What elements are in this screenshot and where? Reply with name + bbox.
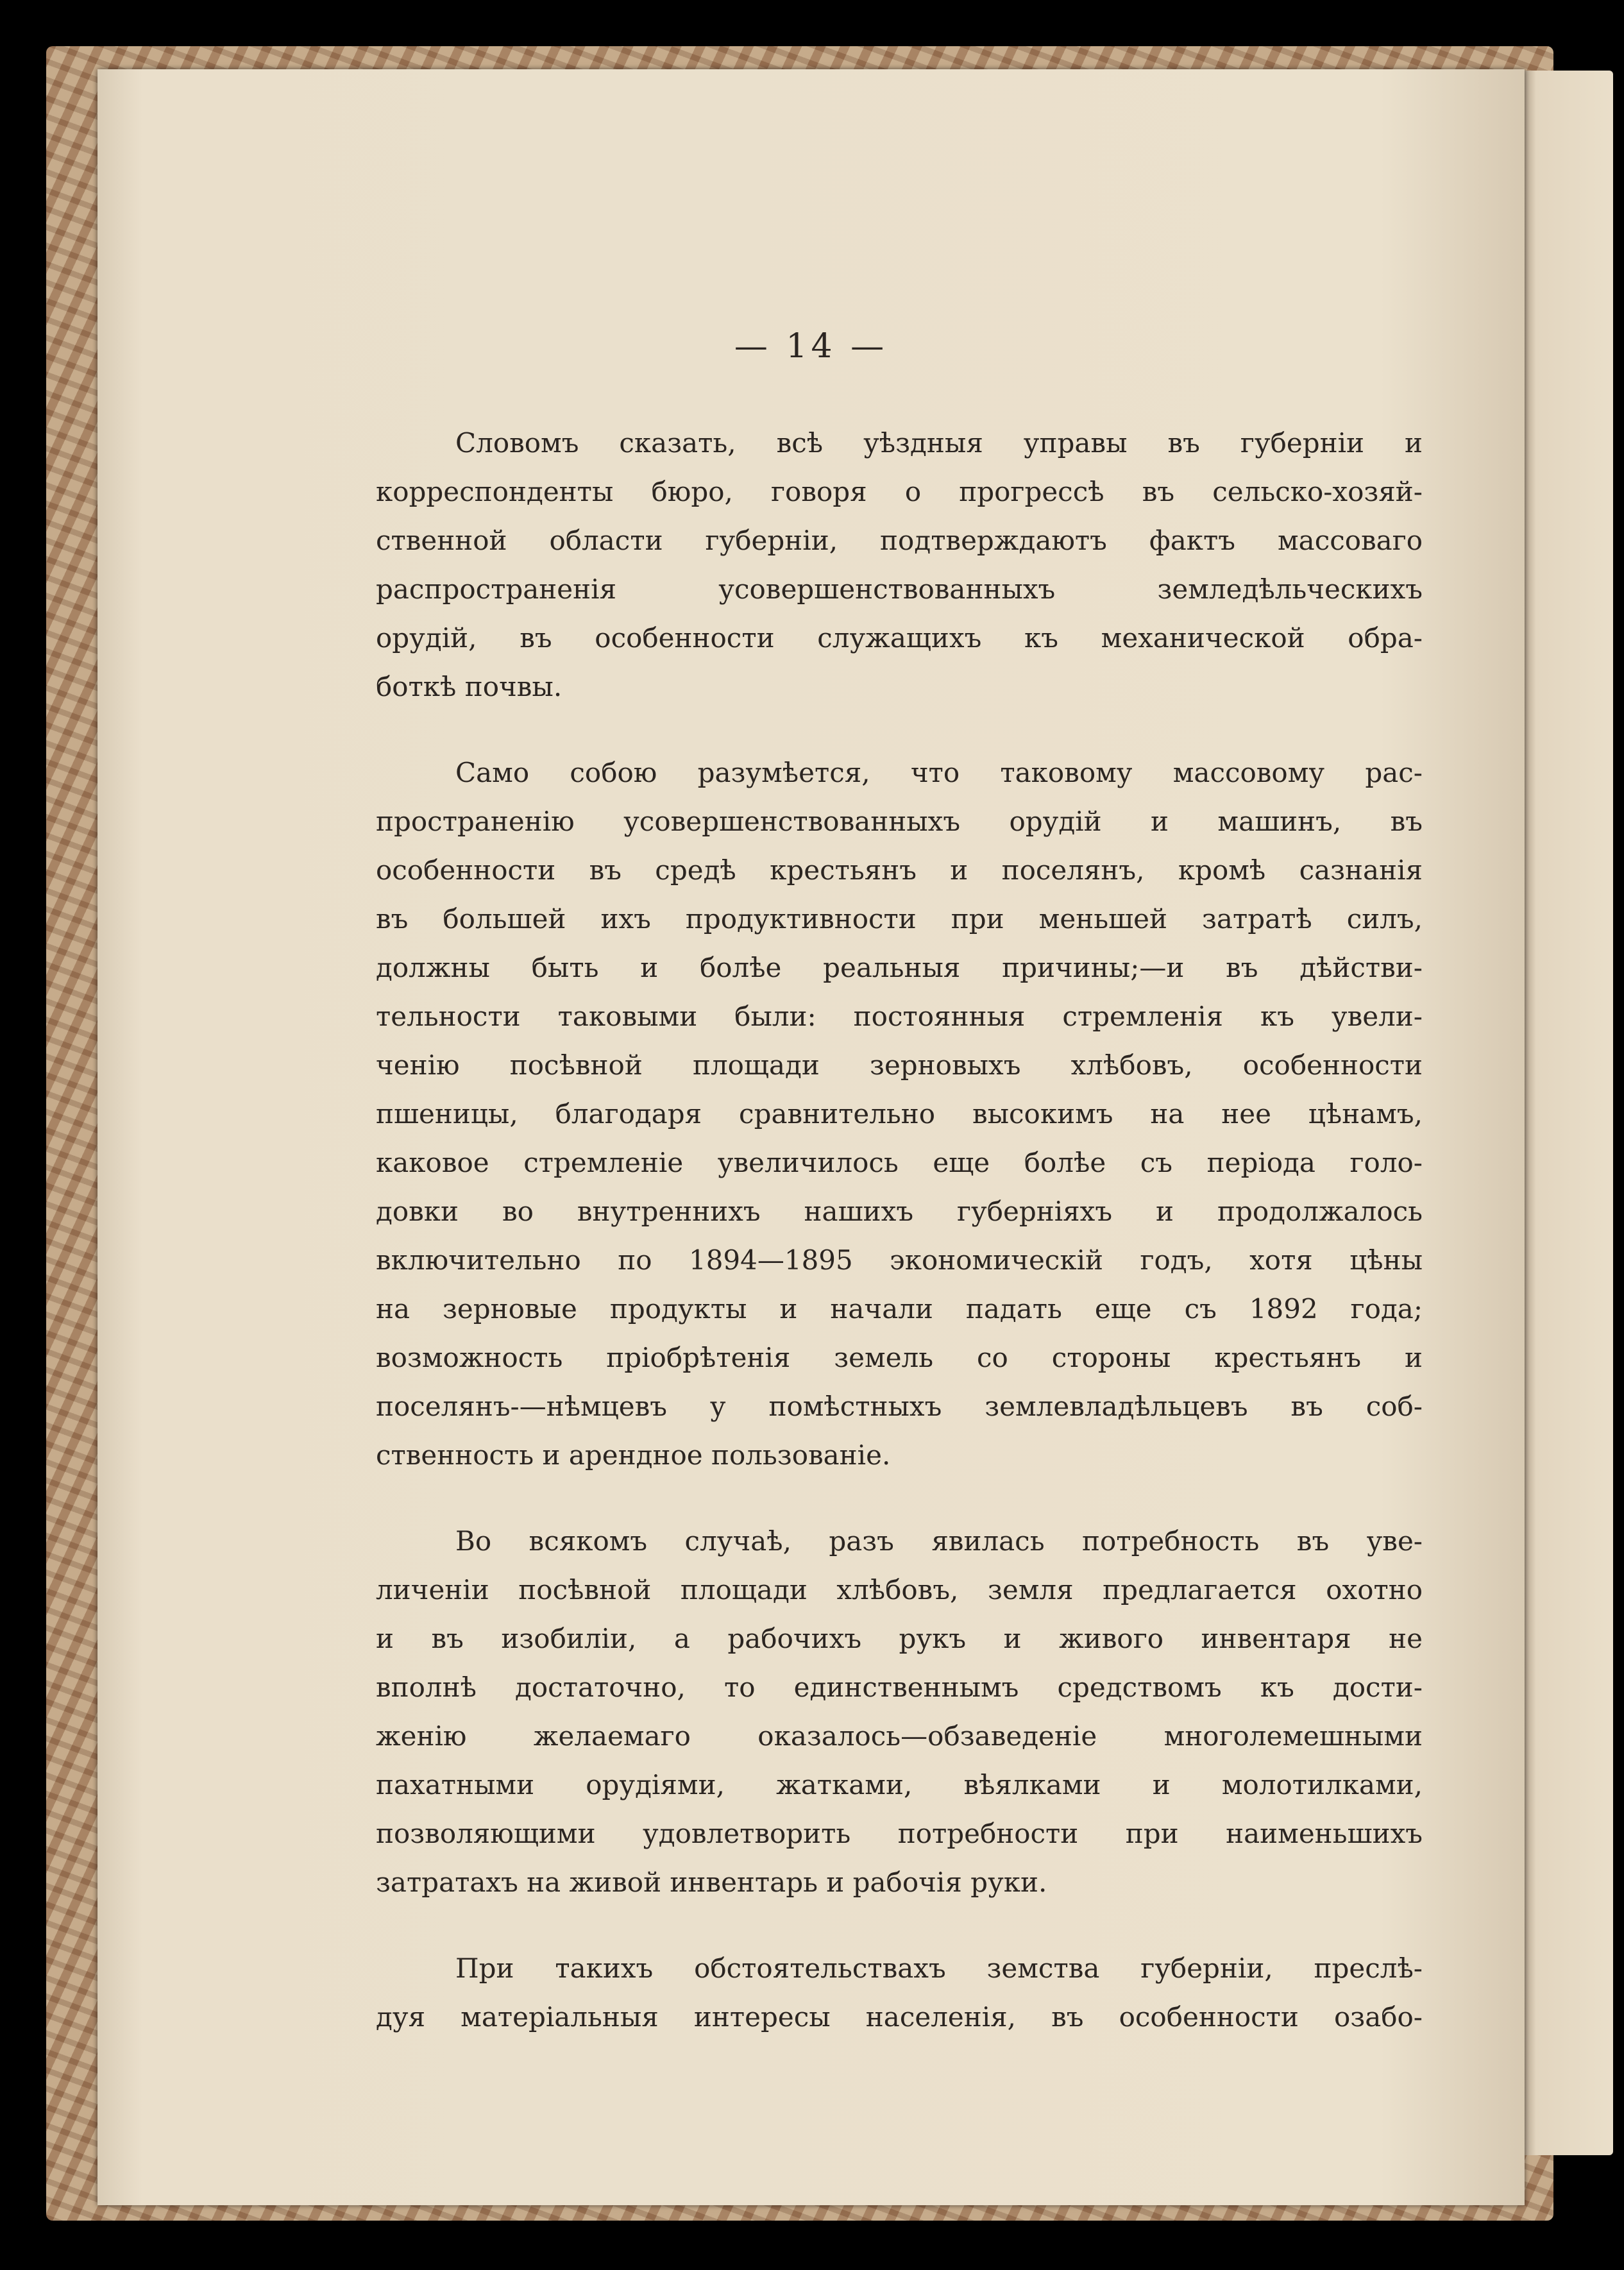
text-line: распространенія усовершенствованныхъ земледѣльческихъ xyxy=(376,573,1423,605)
text-line: орудій, въ особенности служащихъ къ механической обра- xyxy=(376,622,1423,654)
text-line: ченію посѣвной площади зерновыхъ хлѣбовъ, особенности xyxy=(376,1049,1423,1081)
text-line: пахатными орудіями, жатками, вѣялками и молотилками, xyxy=(376,1769,1423,1800)
text-line: позволяющими удовлетворить потребности при наименьшихъ xyxy=(376,1818,1423,1849)
text-line: затратахъ на живой инвентарь и рабочія руки. xyxy=(376,1867,1047,1898)
text-line: женію желаемаго оказалось—обзаведеніе многолемешными xyxy=(376,1720,1423,1752)
text-line: ственной области губерніи, подтверждаютъ фактъ массоваго xyxy=(376,525,1423,556)
text-line: пшеницы, благодаря сравнительно высокимъ на нее цѣнамъ, xyxy=(376,1098,1423,1130)
text-line: ственность и арендное пользованіе. xyxy=(376,1439,891,1471)
text-line: пространенію усовершенствованныхъ орудій и машинъ, въ xyxy=(376,806,1423,837)
text-line: Само собою разумѣется, что таковому массовому рас- xyxy=(455,757,1423,788)
text-line: включительно по 1894—1895 экономическій годъ, хотя цѣны xyxy=(376,1244,1423,1276)
paragraph-3 xyxy=(376,1517,1423,1907)
text-line: довки во внутреннихъ нашихъ губерніяхъ и продолжалось xyxy=(376,1196,1423,1227)
text-line: Словомъ сказать, всѣ уѣздныя управы въ губерніи и xyxy=(455,427,1423,459)
text-line: и въ изобиліи, а рабочихъ рукъ и живого инвентаря не xyxy=(376,1623,1423,1654)
page-text xyxy=(376,419,1423,2079)
text-line: личеніи посѣвной площади хлѣбовъ, земля предлагается охотно xyxy=(376,1574,1423,1605)
text-line: на зерновые продукты и начали падать еще съ 1892 года; xyxy=(376,1293,1423,1325)
next-page-edge xyxy=(1517,71,1613,2155)
text-line: возможность пріобрѣтенія земель со стороны крестьянъ и xyxy=(376,1342,1423,1373)
paragraph-4 xyxy=(376,1944,1423,2042)
text-line: боткѣ почвы. xyxy=(376,671,562,702)
paragraph-2 xyxy=(376,749,1423,1480)
text-line: При такихъ обстоятельствахъ земства губерніи, преслѣ- xyxy=(455,1952,1423,1984)
text-line: должны быть и болѣе реальныя причины;—и въ дѣйстви- xyxy=(376,952,1423,983)
text-line: корреспонденты бюро, говоря о прогрессѣ въ сельско-хозяй- xyxy=(376,476,1423,507)
text-line: каковое стремленіе увеличилось еще болѣе съ періода голо- xyxy=(376,1147,1423,1178)
paragraph-1 xyxy=(376,419,1423,711)
text-line: вполнѣ достаточно, то единственнымъ средствомъ къ дости- xyxy=(376,1672,1423,1703)
text-line: дуя матеріальныя интересы населенія, въ особенности озабо- xyxy=(376,2001,1423,2033)
text-line: особенности въ средѣ крестьянъ и поселянъ, кромѣ сазнанія xyxy=(376,854,1423,886)
text-line: въ большей ихъ продуктивности при меньшей затратѣ силъ, xyxy=(376,903,1423,935)
text-line: поселянъ-—нѣмцевъ у помѣстныхъ землевладѣльцевъ въ соб- xyxy=(376,1391,1423,1422)
page-number: — 14 — xyxy=(734,327,888,366)
text-line: Во всякомъ случаѣ, разъ явилась потребность въ уве- xyxy=(455,1525,1423,1557)
book-page xyxy=(97,69,1525,2205)
text-line: тельности таковыми были: постоянныя стремленія къ увели- xyxy=(376,1001,1423,1032)
